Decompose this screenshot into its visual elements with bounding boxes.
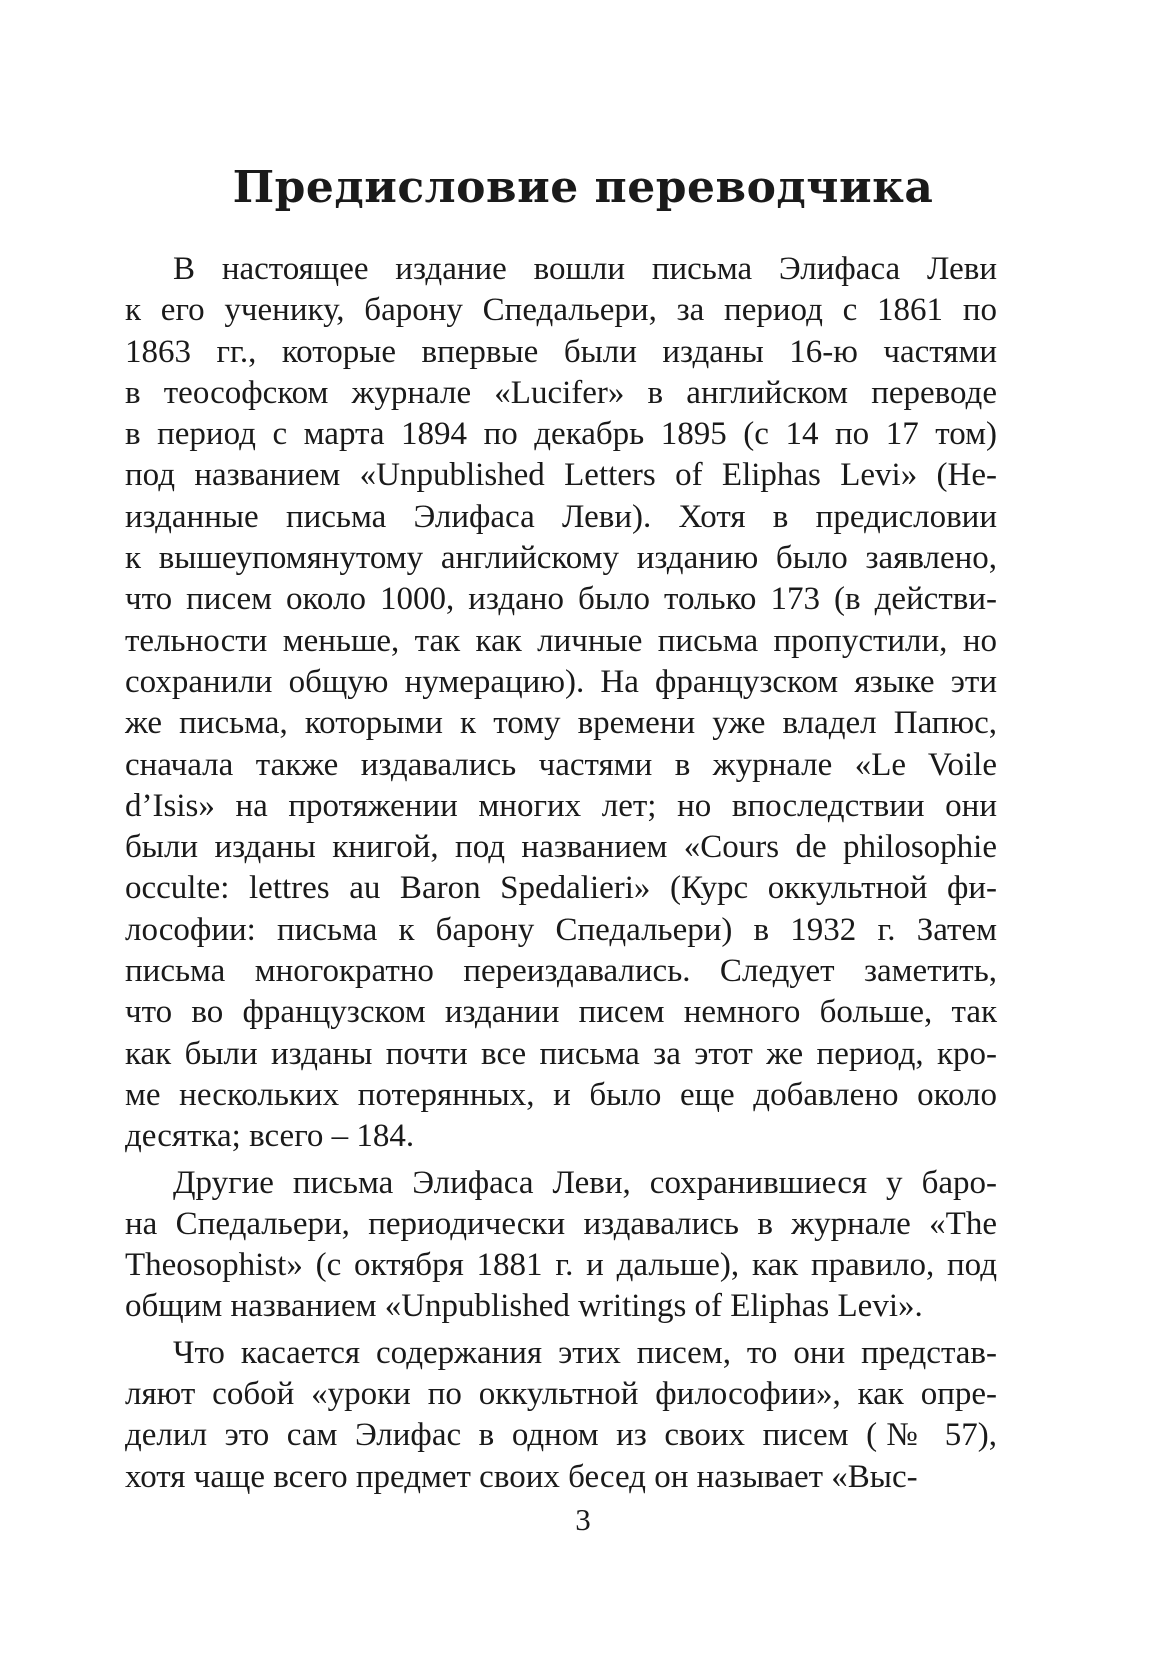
paragraph: [125, 1333, 997, 1498]
text-line: к вышеупомянутому английскому изданию было заявлено,: [125, 540, 997, 577]
text-line: изданные письма Элифаса Леви). Хотя в предисловии: [125, 498, 997, 535]
text-line: 1863 гг., которые впервые были изданы 16-ю частями: [125, 333, 997, 370]
text-line: же письма, которыми к тому времени уже владел Папюс,: [125, 705, 997, 742]
text-line: d’Isis» на протяжении многих лет; но впоследствии они: [125, 787, 997, 824]
text-line: В настоящее издание вошли письма Элифаса Леви: [173, 251, 997, 287]
text-line: на Спедальери, периодически издавались в журнале «The: [125, 1205, 997, 1242]
text-line: Theosophist» (с октября 1881 г. и дальше), как правило, под: [125, 1247, 998, 1284]
text-line: occulte: lettres au Baron Spedalieri» (Курс оккультной фи-: [125, 870, 997, 907]
text-line: к его ученику, барону Спедальери, за период с 1861 по: [125, 292, 997, 329]
text-line: делил это сам Элифас в одном из своих писем (№ 57),: [125, 1417, 997, 1454]
text-line: были изданы книгой, под названием «Cours de philosophie: [125, 829, 997, 866]
text-line: письма многократно переиздавались. Следует заметить,: [125, 953, 997, 990]
text-line: под названием «Unpublished Letters of Eliphas Levi» (Не-: [125, 457, 997, 494]
paragraph: [125, 1163, 997, 1328]
text-line: как были изданы почти все письма за этот же период, кро-: [125, 1035, 997, 1072]
page-number: 3: [575, 1502, 591, 1537]
text-line: Что касается содержания этих писем, то они представ-: [173, 1334, 997, 1371]
text-line: сохранили общую нумерацию). На французском языке эти: [125, 663, 997, 700]
chapter-title: Предисловие переводчика: [232, 162, 934, 213]
text-line: Другие письма Элифаса Леви, сохранившиеся у баро-: [173, 1164, 997, 1201]
text-line: ме нескольких потерянных, и было еще добавлено около: [125, 1076, 997, 1113]
body-text: [125, 249, 997, 1503]
text-line: что писем около 1000, издано было только 173 (в действи-: [125, 581, 997, 618]
text-line: хотя чаще всего предмет своих бесед он называет «Выс-: [125, 1458, 918, 1495]
text-line: сначала также издавались частями в журнале «Le Voile: [125, 746, 997, 783]
text-line: общим названием «Unpublished writings of Eliphas Levi».: [125, 1288, 923, 1325]
paragraph: [125, 249, 997, 1158]
text-line: в теософском журнале «Lucifer» в английском переводе: [125, 374, 997, 411]
text-line: в период с марта 1894 по декабрь 1895 (с 14 по 17 том): [125, 416, 997, 453]
text-line: тельности меньше, так как личные письма пропустили, но: [125, 622, 997, 659]
text-line: десятка; всего – 184.: [125, 1118, 415, 1155]
text-line: что во французском издании писем немного больше, так: [125, 994, 997, 1031]
text-line: лософии: письма к барону Спедальери) в 1932 г. Затем: [125, 911, 997, 948]
text-line: ляют собой «уроки по оккультной философии», как опре-: [125, 1376, 997, 1413]
